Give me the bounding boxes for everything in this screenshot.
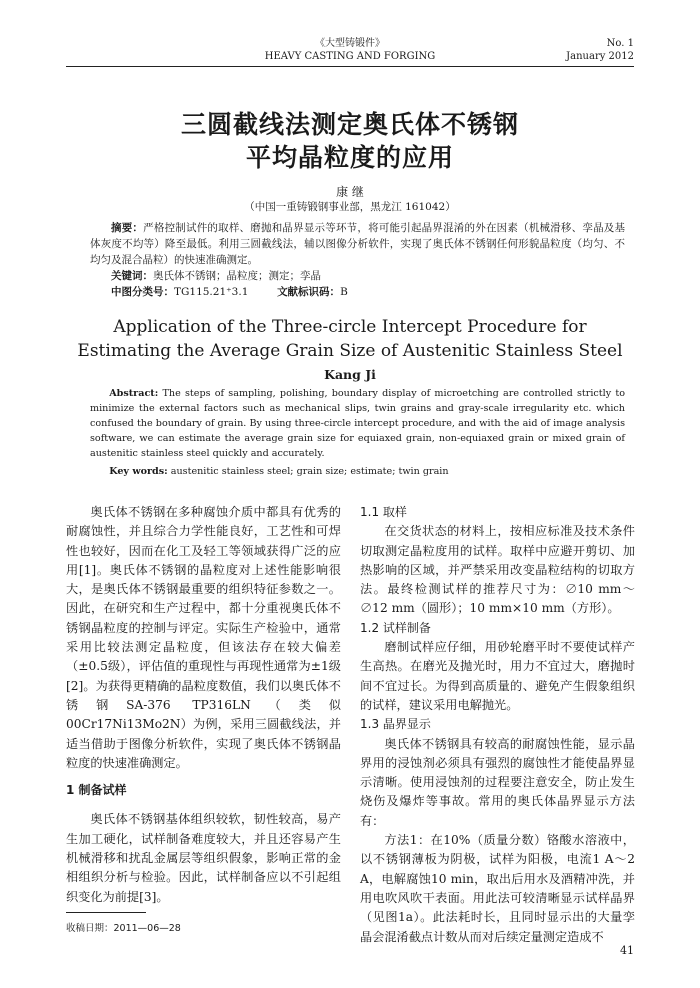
section-1-3-heading: 1.3 晶界显示 (360, 717, 431, 732)
abstract-en (90, 386, 625, 479)
abstract-cn-label: 摘要： (111, 222, 144, 234)
abstract-en-text: The steps of sampling, polishing, boundary display of microetching are controlled strictly to minimize the external factors such as mechanical slips, twin grains and gray-scale irregularity etc. which confused the boundary of grain. By using three-circle intercept procedure, and with the aid of image analysis software, we can estimate the average grain size for equiaxed grain, non-equiaxed grain or mixed grain of austenitic stainless steel quickly and accurately. (90, 388, 625, 459)
keywords-en: austenitic stainless steel; grain size; estimate; twin grain (170, 466, 449, 477)
abstract-cn-text: 严格控制试件的取样、磨抛和晶界显示等环节，将可能引起晶界混淆的外在因素（机械滑移、孪晶及基体灰度不均等）降至最低。利用三圆截线法，辅以图像分析软件，实现了奥氏体不锈钢任何形貌晶粒度（均匀、不均匀及混合晶粒）的快速准确测定。 (90, 222, 626, 266)
intro-paragraph: 奥氏体不锈钢在多种腐蚀介质中都具有优秀的耐腐蚀性，并且综合力学性能良好，工艺性和可焊性也较好，因而在化工及轻工等领域获得广泛的应用[1]。奥氏体不锈钢的晶粒度对上述性能影响很大，是奥氏体不锈钢最重要的组织特征参数之一。因此，在研究和生产过程中，都十分重视奥氏体不锈钢晶粒度的控制与评定。实际生产检验中，通常采用比较法测定晶粒度，但该法存在较大偏差（±0.5级），评估值的重现性与再现性通常为±1级[2]。为获得更精确的晶粒度数值，我们以奥氏体不锈钢SA-376 TP316LN（类似00Cr17Ni13Mo2N）为例，采用三圆截线法，并适当借助于图像分析软件，实现了奥氏体不锈钢晶粒度的快速准确测定。 (66, 505, 341, 770)
keywords-cn-label: 关键词： (111, 270, 153, 282)
issue-date: January 2012 (566, 51, 634, 62)
footnote-rule (66, 912, 146, 913)
journal-name-en: HEAVY CASTING AND FORGING (264, 51, 436, 62)
section-1-heading: 1 制备试样 (66, 783, 127, 798)
affiliation-cn: （中国一重铸锻钢事业部，黑龙江 161042） (244, 201, 456, 213)
body-left-column (66, 503, 341, 907)
section-1-1-heading: 1.1 取样 (360, 505, 407, 519)
author-en: Kang Ji (324, 367, 376, 382)
header-rule (66, 66, 634, 67)
journal-name-cn: 《大型铸锻件》 (315, 38, 385, 49)
issue-number: No. 1 (606, 38, 634, 49)
doc-code-label: 文献标识码： (277, 286, 341, 298)
received-date: 收稿日期：2011—06—28 (66, 923, 181, 934)
title-en-line-2: Estimating the Average Grain Size of Austenitic Stainless Steel (77, 341, 623, 361)
section-1-1-paragraph: 在交货状态的材料上，按相应标准及技术条件切取测定晶粒度用的试样。取样中应避开剪切、加热影响的区域，并严禁采用改变晶粒结构的切取方法。最终检测试样的推荐尺寸为：∅10 mm～∅12 mm（圆形）；10 mm×10 mm（方形）。 (360, 524, 635, 616)
method-1-paragraph: 方法1：在10%（质量分数）铬酸水溶液中，以不锈钢薄板为阴极，试样为阳极，电流1 A～2 A，电解腐蚀10 min，取出后用水及酒精冲洗，并用电吹风吹干表面。用此法可较清晰显示试样晶界（见图1a）。此法耗时长，且同时显示出的大量孪晶会混淆截点计数从而对后续定量测定造成不 (360, 833, 635, 944)
doc-code: B (340, 286, 348, 298)
clc-label: 中图分类号： (111, 286, 174, 298)
title-cn-line-2: 平均晶粒度的应用 (245, 143, 454, 172)
page-number: 41 (620, 944, 634, 957)
abstract-cn (90, 220, 625, 300)
section-1-2-heading: 1.2 试样制备 (360, 620, 431, 635)
section-1-2-paragraph: 磨制试样应仔细，用砂轮磨平时不要使试样产生高热。在磨光及抛光时，用力不宜过大，磨抛时间不宜过长。为得到高质量的、避免产生假象组织的试样，建议采用电解抛光。 (360, 640, 635, 712)
author-cn: 康 继 (336, 185, 364, 199)
title-cn-line-1: 三圆截线法测定奥氏体不锈钢 (180, 110, 519, 139)
keywords-cn: 奥氏体不锈钢；晶粒度；测定；孪晶 (153, 270, 321, 282)
abstract-en-label: Abstract: (109, 388, 159, 399)
keywords-en-label: Key words: (109, 466, 168, 477)
section-1-paragraph: 奥氏体不锈钢基体组织较软，韧性较高，易产生加工硬化，试样制备难度较大，并且还容易产生机械滑移和扰乱金属层等组织假象，影响正常的金相组织分析与检验。因此，试样制备应以不引起组织变化为前提[3]。 (66, 812, 341, 904)
section-1-3-paragraph: 奥氏体不锈钢具有较高的耐腐蚀性能，显示晶界用的浸蚀剂必须具有强烈的腐蚀性才能使晶界显示清晰。使用浸蚀剂的过程要注意安全，防止发生烧伤及爆炸等事故。常用的奥氏体晶界显示方法有： (360, 736, 635, 828)
clc-number: TG115.21⁺3.1 (174, 286, 249, 298)
body-right-column (360, 503, 635, 947)
title-en-line-1: Application of the Three-circle Intercept Procedure for (113, 317, 587, 337)
